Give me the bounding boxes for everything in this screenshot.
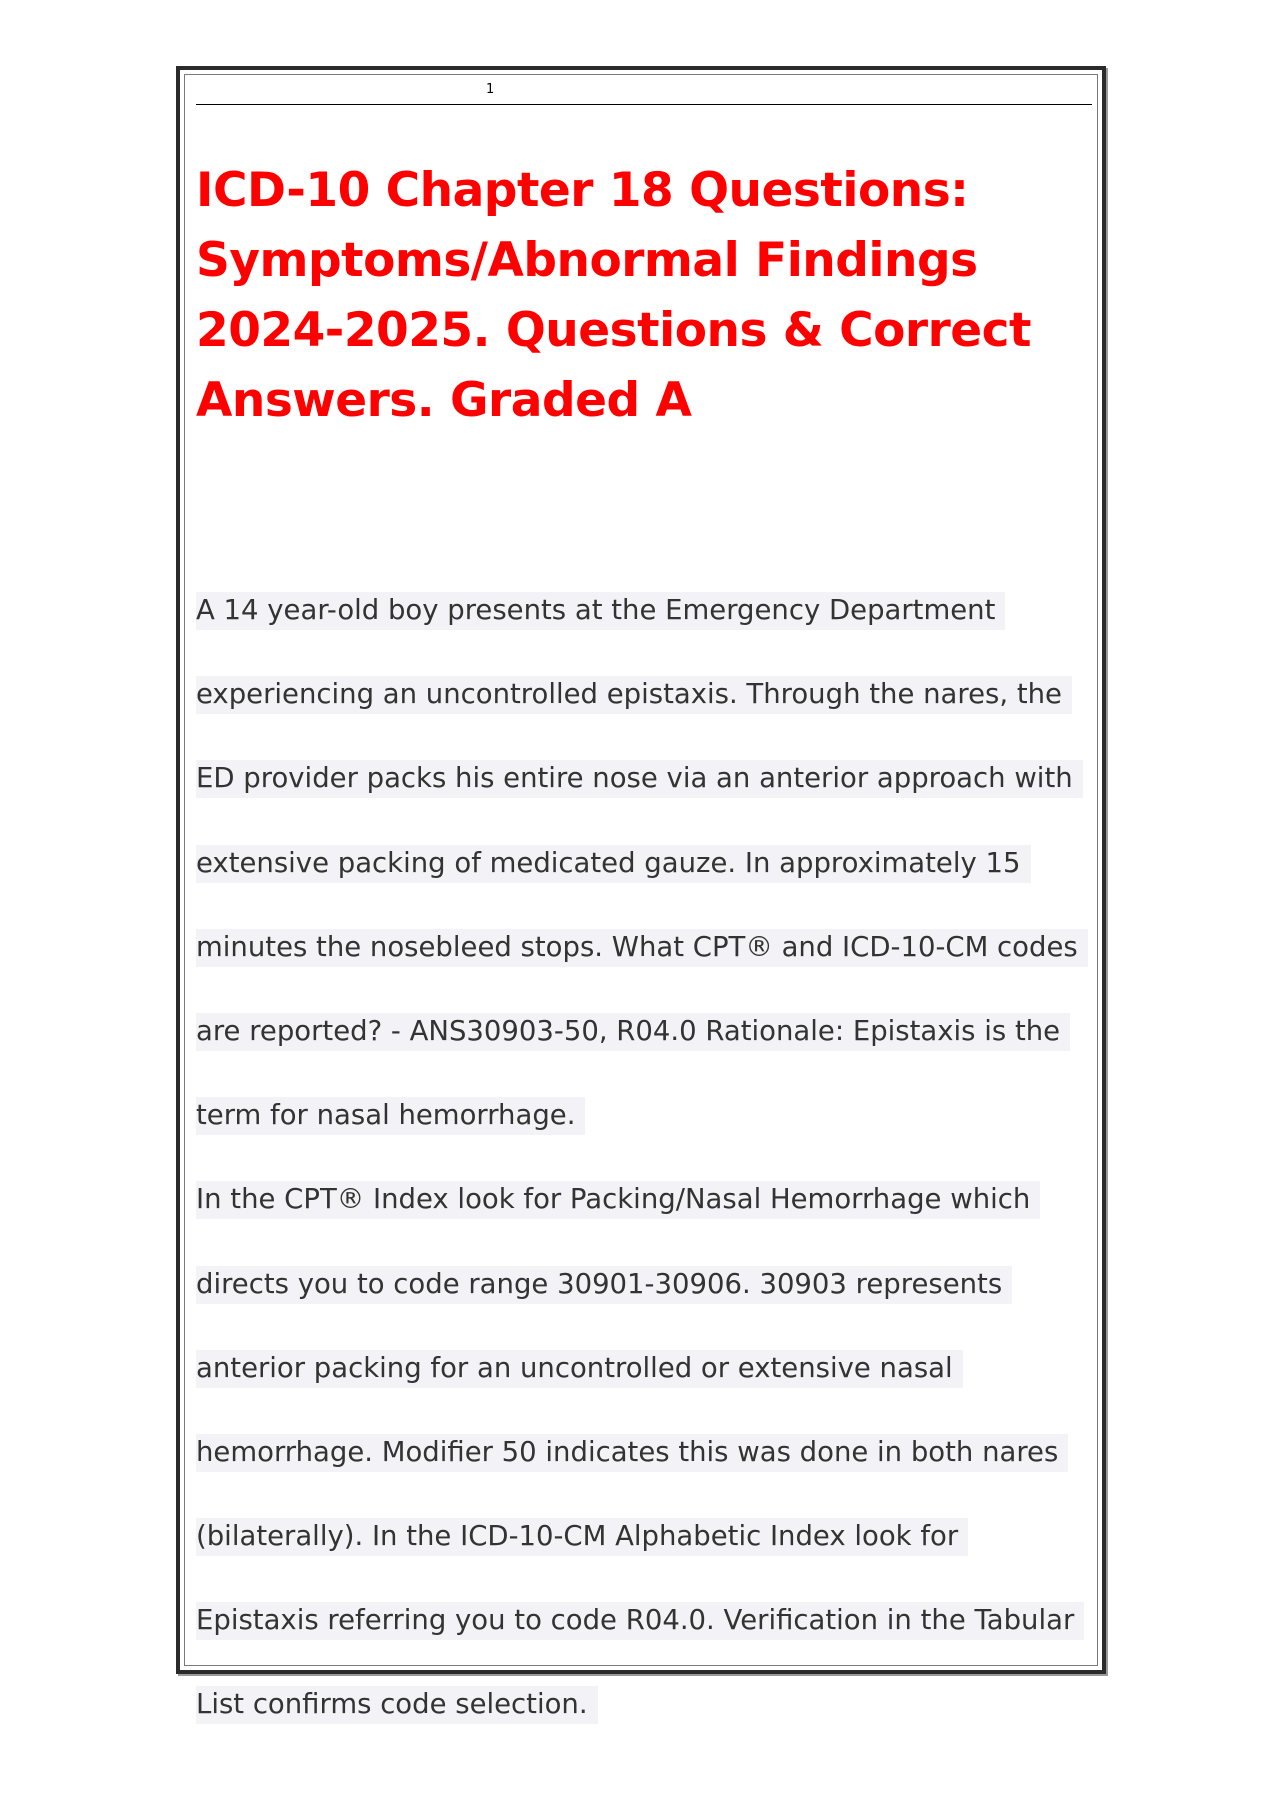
body-line (196, 1340, 1096, 1424)
body-line (196, 666, 1096, 750)
body-line (196, 1171, 1096, 1255)
body-line (196, 1424, 1096, 1508)
body-line-text: A 14 year-old boy presents at the Emergency Department (196, 592, 1005, 630)
body-line-text: extensive packing of medicated gauze. In approximately 15 (196, 845, 1031, 883)
title-line: ICD-10 Chapter 18 Questions: (196, 163, 969, 218)
body-line (196, 582, 1096, 666)
title-line: Symptoms/Abnormal Findings (196, 233, 978, 288)
body-line-text: directs you to code range 30901-30906. 30903 represents (196, 1266, 1012, 1304)
title-line: Answers. Graded A (196, 373, 692, 428)
body-line-text: Epistaxis referring you to code R04.0. Verification in the Tabular (196, 1602, 1084, 1640)
body-line (196, 1003, 1096, 1087)
body-line-text: In the CPT® Index look for Packing/Nasal Hemorrhage which (196, 1181, 1040, 1219)
body-line-text: hemorrhage. Modifier 50 indicates this was done in both nares (196, 1434, 1068, 1472)
body-line-text: minutes the nosebleed stops. What CPT® and ICD-10-CM codes (196, 929, 1088, 967)
body-line-text: List confirms code selection. (196, 1686, 598, 1724)
body-line (196, 1508, 1096, 1592)
body-line-text: are reported? - ANS30903-50, R04.0 Rationale: Epistaxis is the (196, 1013, 1070, 1051)
body-line (196, 1087, 1096, 1171)
document-page (176, 66, 1106, 1721)
document-title (196, 156, 1076, 436)
body-line (196, 1592, 1096, 1676)
body-line (196, 835, 1096, 919)
body-line-text: experiencing an uncontrolled epistaxis. Through the nares, the (196, 676, 1072, 714)
title-line: 2024-2025. Questions & Correct (196, 303, 1031, 358)
page-header (196, 82, 1092, 105)
body-line (196, 919, 1096, 1003)
body-line (196, 1676, 1096, 1760)
body-line (196, 750, 1096, 834)
body-line-text: ED provider packs his entire nose via an anterior approach with (196, 760, 1083, 798)
question-answer-body (196, 582, 1096, 1761)
body-line-text: term for nasal hemorrhage. (196, 1097, 585, 1135)
body-line-text: anterior packing for an uncontrolled or extensive nasal (196, 1350, 963, 1388)
page-number: 1 (486, 82, 495, 97)
body-line (196, 1256, 1096, 1340)
body-line-text: (bilaterally). In the ICD-10-CM Alphabetic Index look for (196, 1518, 968, 1556)
